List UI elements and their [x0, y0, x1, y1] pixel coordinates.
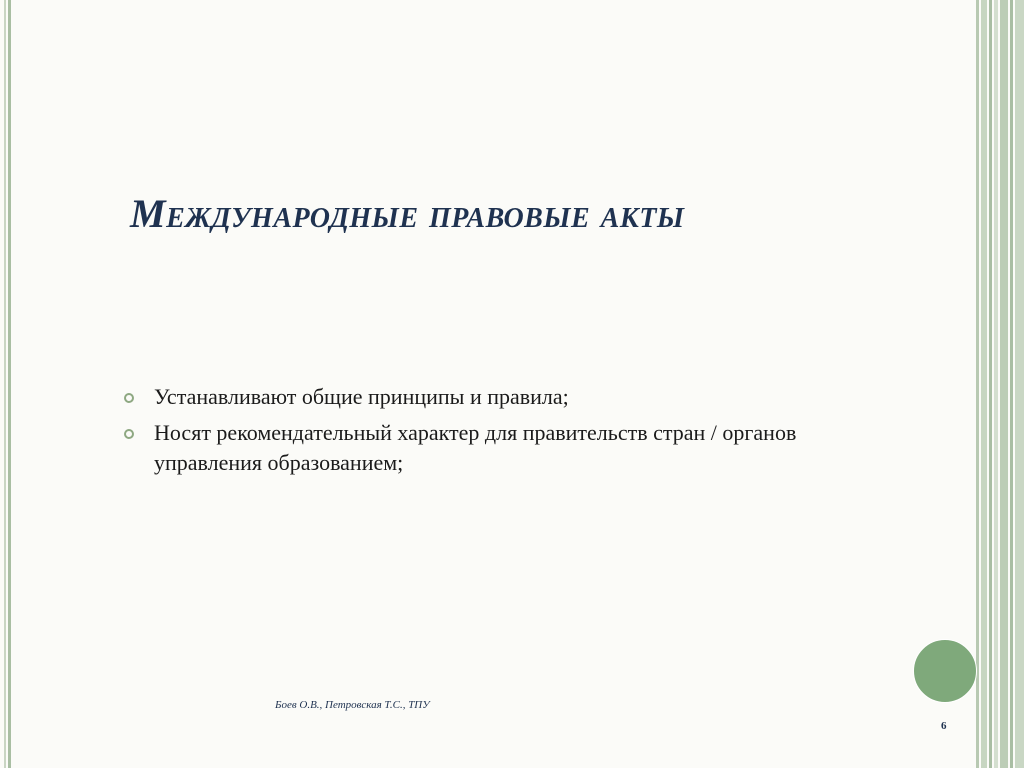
bullet-list — [124, 382, 884, 484]
right-frame-stripe — [989, 0, 992, 768]
right-frame-stripe — [981, 0, 987, 768]
slide-title: Международные правовые акты — [130, 191, 685, 236]
left-frame-line — [8, 0, 11, 768]
slide-footer: Боев О.В., Петровская Т.С., ТПУ — [275, 699, 430, 711]
decorative-circle — [913, 639, 977, 703]
bullet-text: Устанавливают общие принципы и правила; — [154, 384, 569, 409]
right-frame-stripe — [1000, 0, 1008, 768]
right-frame-stripe — [994, 0, 998, 768]
right-frame-stripe — [1010, 0, 1013, 768]
ring-bullet-icon — [124, 393, 134, 403]
bullet-item — [124, 382, 884, 412]
ring-bullet-icon — [124, 429, 134, 439]
left-frame-line — [4, 0, 6, 768]
right-frame-stripe — [976, 0, 979, 768]
right-frame-stripe — [1015, 0, 1024, 768]
bullet-item — [124, 418, 884, 478]
bullet-text: Носят рекомендательный характер для правительств стран / органов управления образованием; — [154, 420, 797, 475]
page-number: 6 — [941, 720, 947, 732]
